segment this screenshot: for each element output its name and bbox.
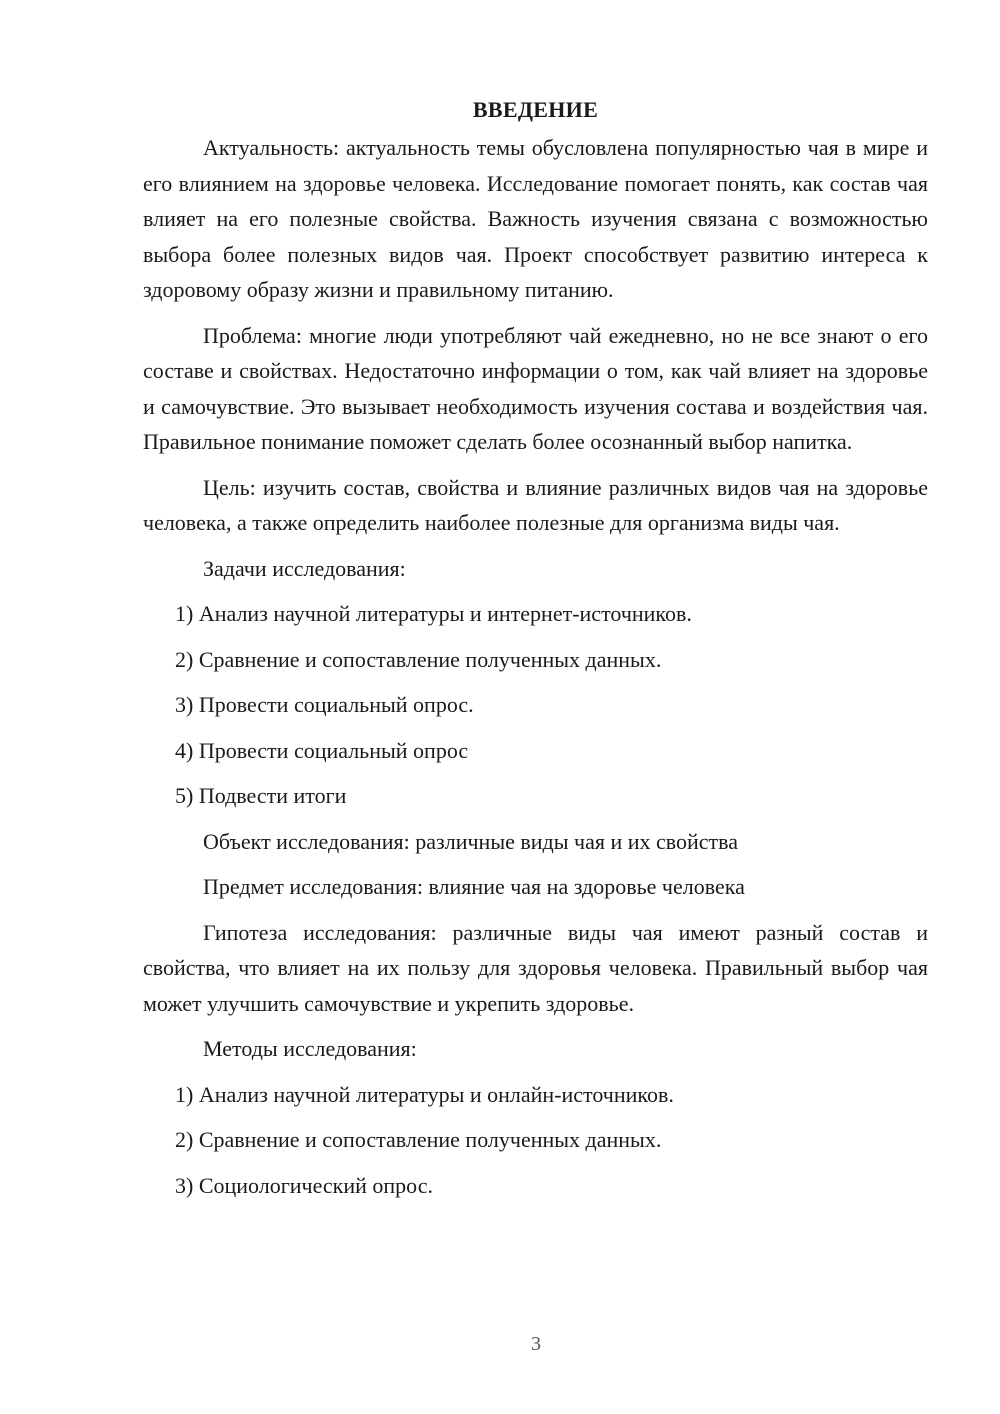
subject-line: Предмет исследования: влияние чая на здоровье человека xyxy=(203,874,745,899)
object-line: Объект исследования: различные виды чая и их свойства xyxy=(203,828,739,854)
list-item: 2) Сравнение и сопоставление полученных данных. xyxy=(175,1127,662,1152)
relevance-paragraph: Актуальность: актуальность темы обусловлена популярностью чая в мире и его влиянием на здоровье человека. Исследование помогает понять, как состав чая влияет на его полезные свойства. Важность изучения связана с возможностью выбора более полезных видов чая. Проект способствует развитию интереса к здоровому образу жизни и правильному питанию. xyxy=(143,135,928,302)
page-title: ВВЕДЕНИЕ xyxy=(472,97,599,122)
document-page xyxy=(143,94,928,1213)
goal-paragraph: Цель: изучить состав, свойства и влияние различных видов чая на здоровье человека, а также определить наиболее полезные для организма виды чая. xyxy=(143,474,928,535)
problem-paragraph: Проблема: многие люди употребляют чай ежедневно, но не все знают о его составе и свойствах. Недостаточно информации о том, как чай влияет на здоровье и самочувствие. Это вызывает необходимость изучения состава и воздействия чая. Правильное понимание поможет сделать более осознанный выбор напитка. xyxy=(143,322,928,454)
list-item: 4) Провести социальный опрос xyxy=(175,737,469,763)
tasks-label: Задачи исследования: xyxy=(203,555,406,581)
methods-list xyxy=(143,1077,928,1204)
list-item: 5) Подвести итоги xyxy=(175,783,347,808)
list-item: 1) Анализ научной литературы и интернет-источников. xyxy=(175,601,692,626)
methods-label: Методы исследования: xyxy=(203,1036,417,1061)
list-item: 1) Анализ научной литературы и онлайн-источников. xyxy=(175,1081,674,1107)
hypothesis-paragraph: Гипотеза исследования: различные виды чая имеют разный состав и свойства, что влияет на их пользу для здоровья человека. Правильный выбор чая может улучшить самочувствие и укрепить здоровье. xyxy=(143,919,928,1016)
list-item: 2) Сравнение и сопоставление полученных данных. xyxy=(175,646,662,672)
page-number: 3 xyxy=(531,1333,541,1355)
tasks-list xyxy=(143,596,928,814)
list-item: 3) Социологический опрос. xyxy=(175,1172,433,1198)
list-item: 3) Провести социальный опрос. xyxy=(175,692,474,717)
